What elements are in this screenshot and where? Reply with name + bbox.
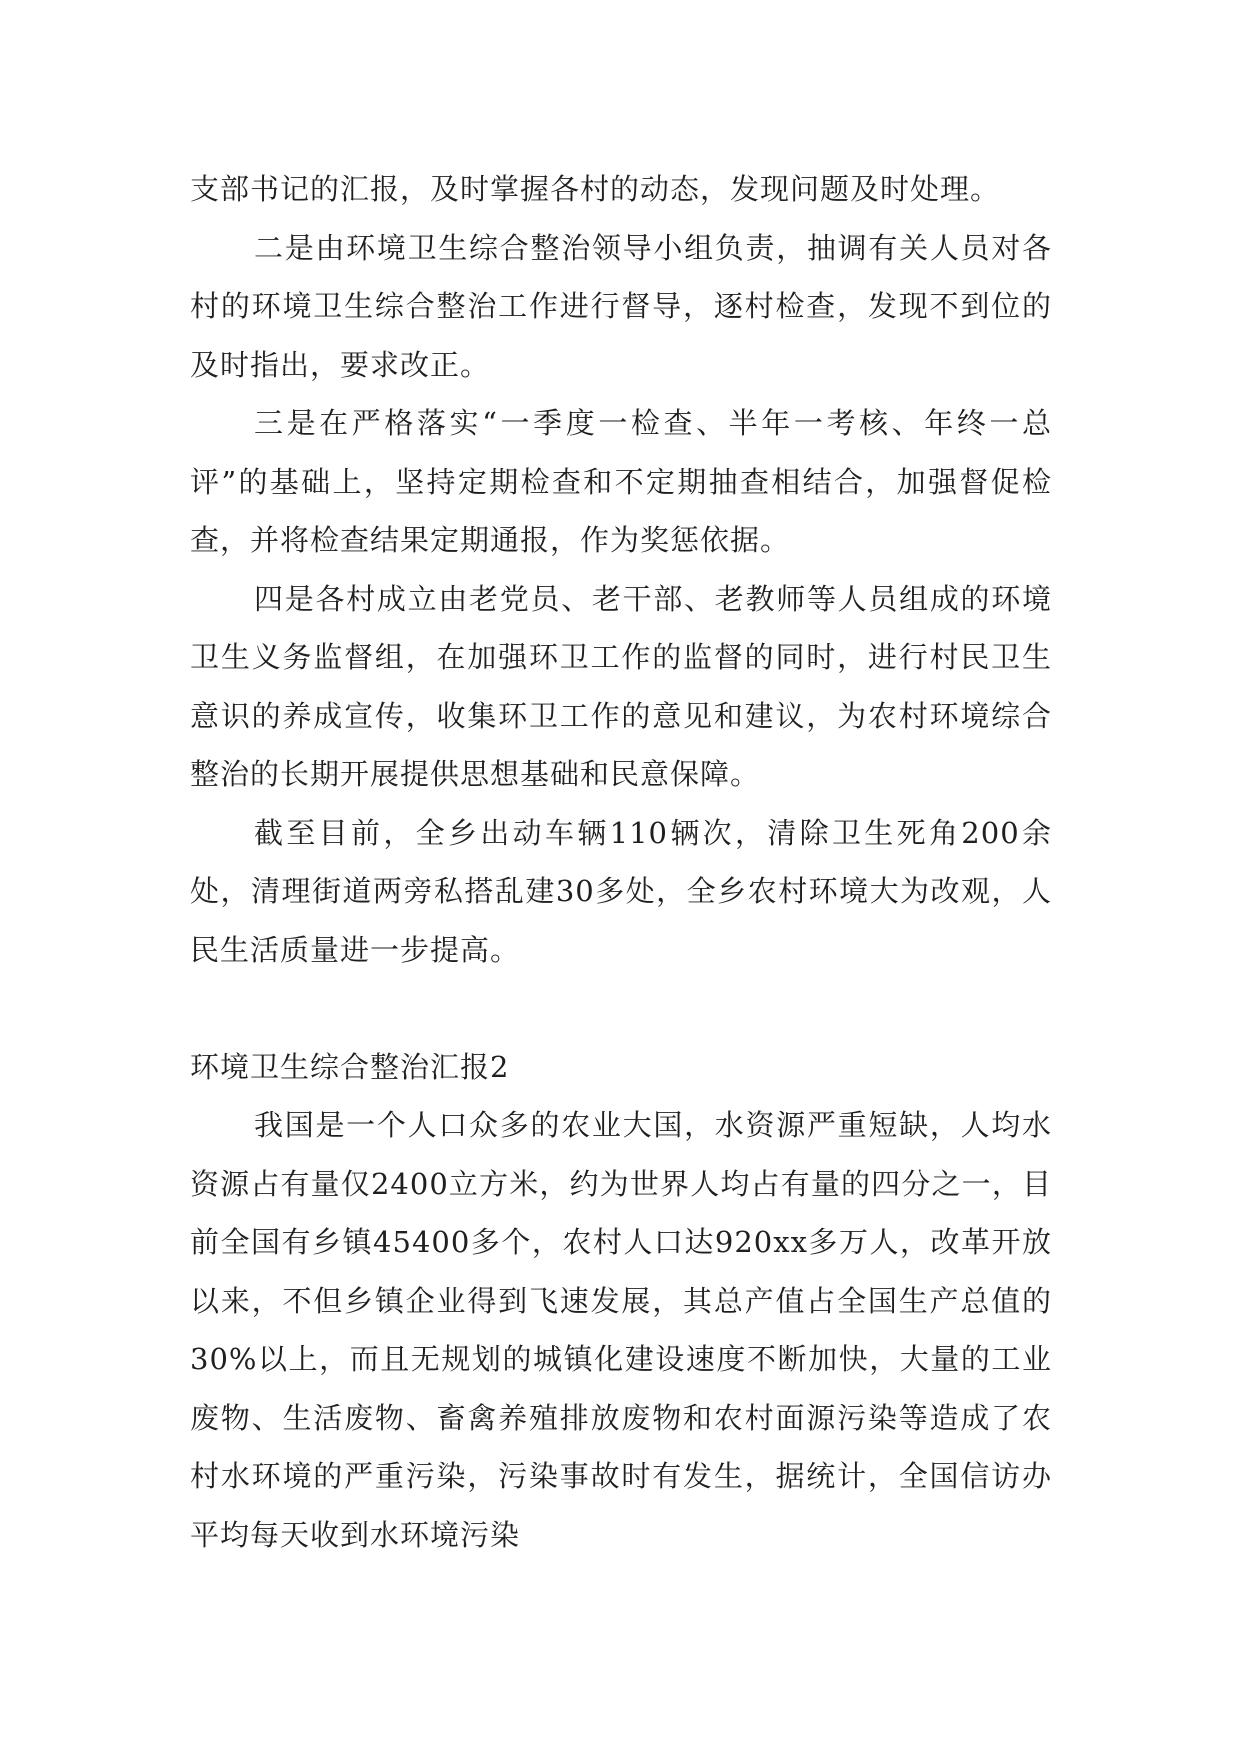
paragraph-results: 截至目前，全乡出动车辆110辆次，清除卫生死角200余处，清理街道两旁私搭乱建30多处，全乡农村环境大为改观，人民生活质量进一步提高。 [190,815,1052,967]
paragraph-supervision: 二是由环境卫生综合整治领导小组负责，抽调有关人员对各村的环境卫生综合整治工作进行督导，逐村检查，发现不到位的及时指出，要求改正。 [190,230,1052,382]
paragraph-inspection: 三是在严格落实“一季度一检查、半年一考核、年终一总评”的基础上，坚持定期检查和不定期抽查相结合，加强督促检查，并将检查结果定期通报，作为奖惩依据。 [190,406,1052,557]
paragraph-water-resources: 我国是一个人口众多的农业大国，水资源严重短缺，人均水资源占有量仅2400立方米，约为世界人均占有量的四分之一，目前全国有乡镇45400多个，农村人口达920xx多万人，改革开放以来，不但乡镇企业得到飞速发展，其总产值占全国生产总值的30%以上，而且无规划的城镇化建设速度不断加快，大量的工业废物、生活废物、畜禽养殖排放废物和农村面源污染等造成了农村水环境的严重污染，污染事故时有发生，据统计，全国信访办平均每天收到水环境污染 [190,1108,1052,1552]
document-body [190,160,1052,1564]
section-heading: 环境卫生综合整治汇报2 [190,1049,510,1084]
paragraph-continuation: 支部书记的汇报，及时掌握各村的动态，发现问题及时处理。 [190,172,1001,206]
paragraph-monitoring-group: 四是各村成立由老党员、老干部、老教师等人员组成的环境卫生义务监督组，在加强环卫工作的监督的同时，进行村民卫生意识的养成宣传，收集环卫工作的意见和建议，为农村环境综合整治的长期开展提供思想基础和民意保障。 [190,581,1052,791]
